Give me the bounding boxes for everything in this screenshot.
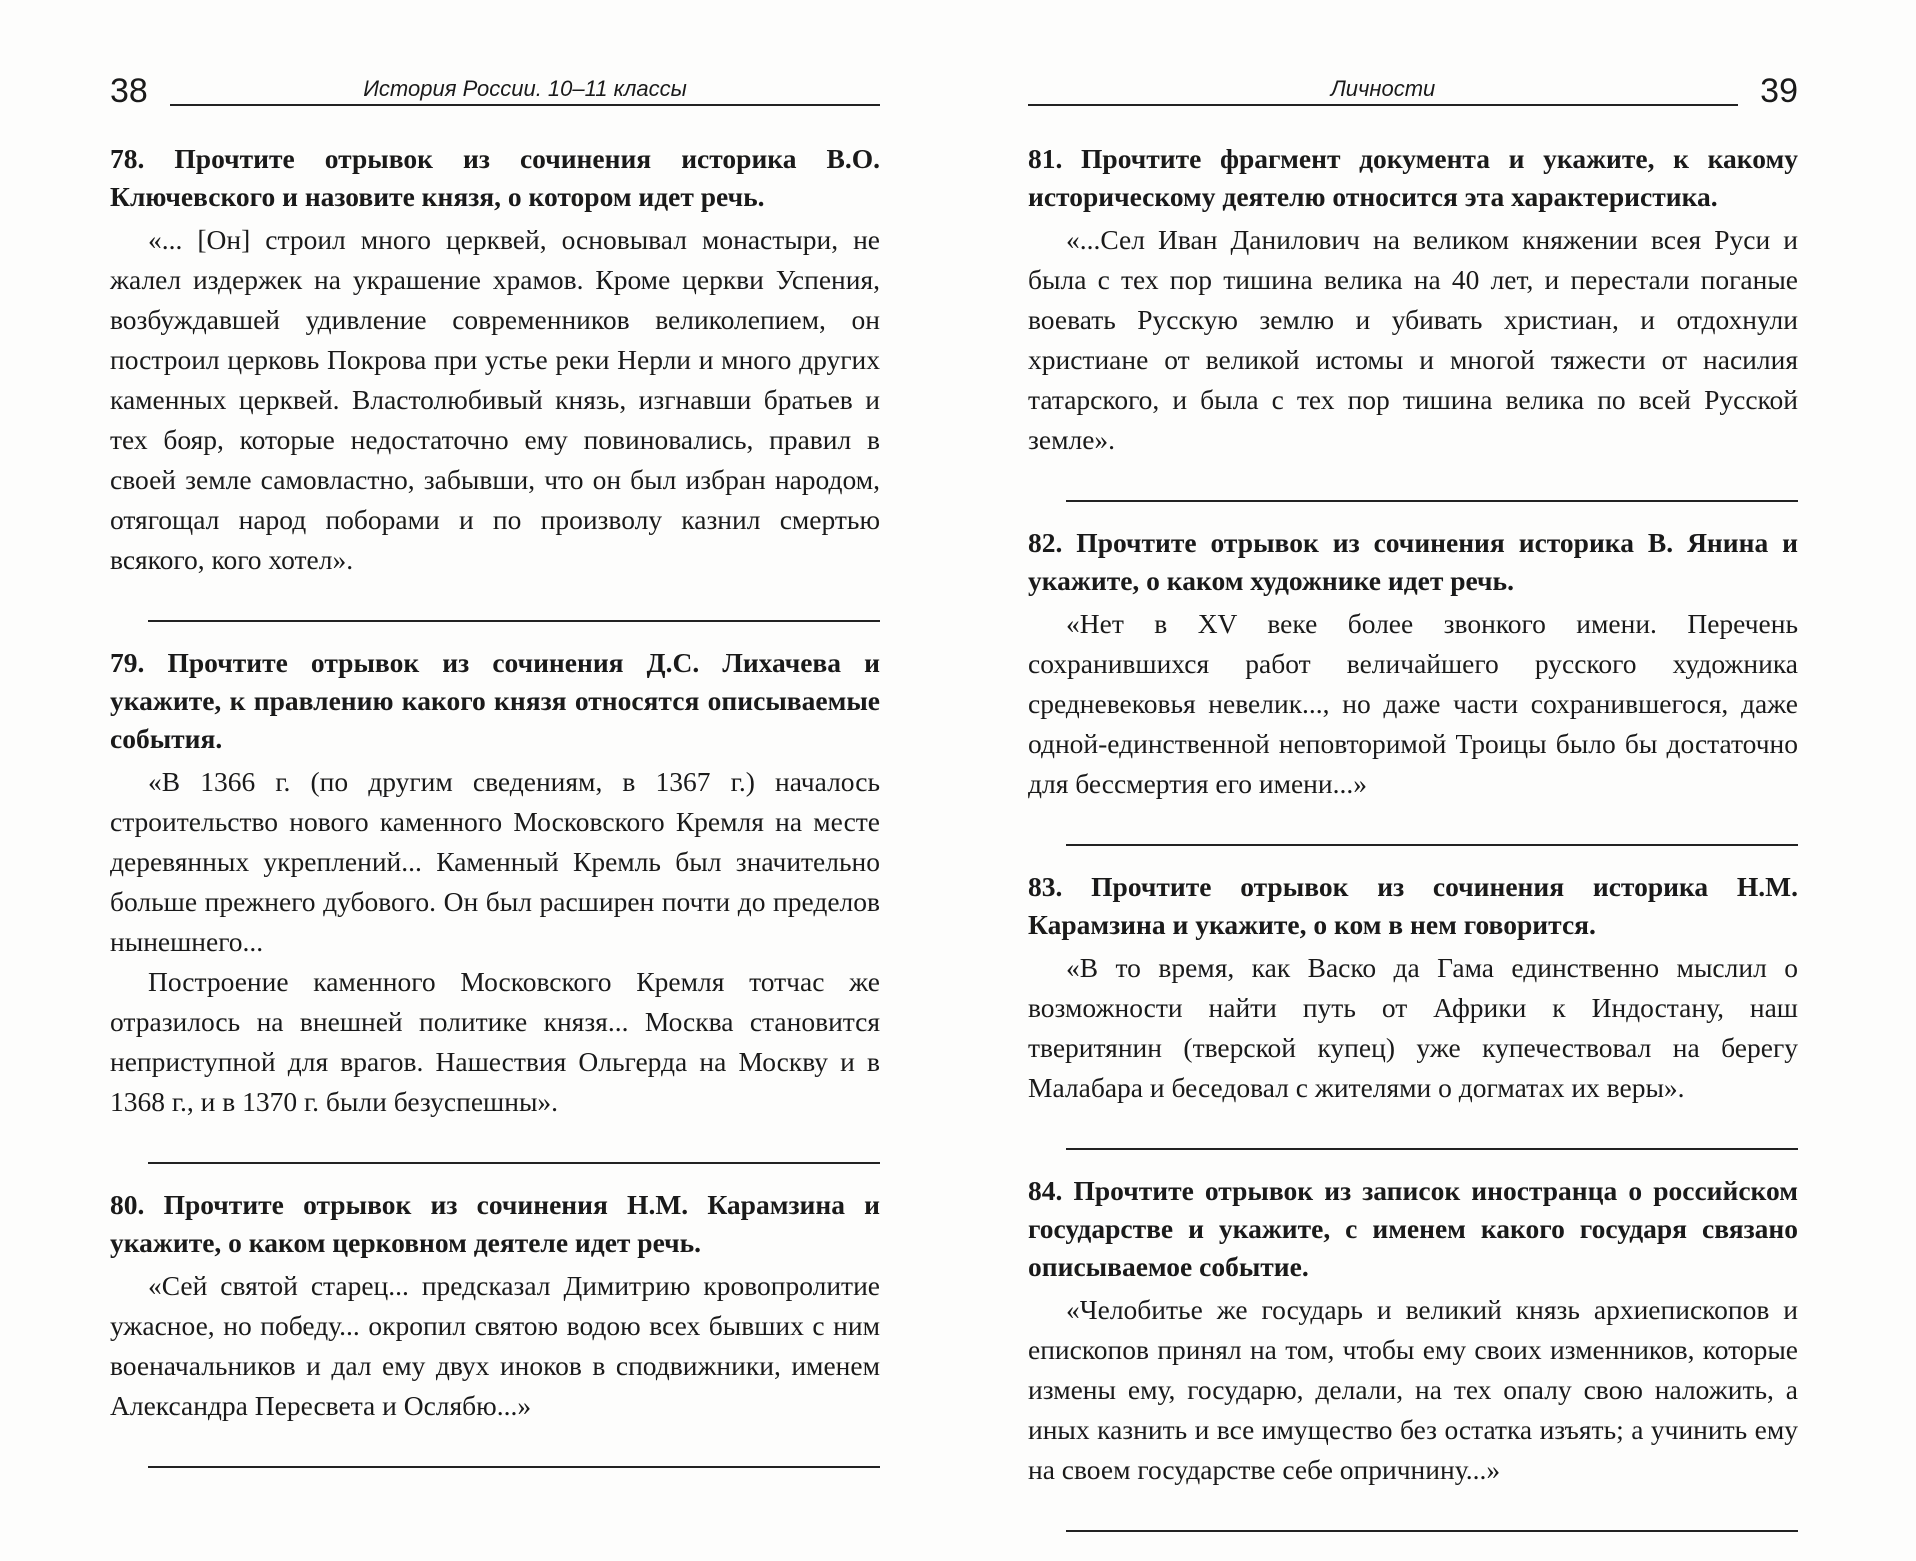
task-title: 82. Прочтите отрывок из сочинения историка В. Янина и укажите, о каком художнике идет речь. (1028, 527, 1798, 596)
task-84 (1028, 1172, 1798, 1532)
task-quote: «В 1366 г. (по другим сведениям, в 1367 г.) началось строительство нового каменного Московского Кремля на месте деревянных укреплений... Каменный Кремль был значительно больше прежнего дубового. Он был расширен почти до пределов нынешнего... (110, 766, 880, 957)
answer-line[interactable] (1066, 500, 1798, 502)
task-title: 79. Прочтите отрывок из сочинения Д.С. Лихачева и укажите, к правлению какого князя относятся описываемые события. (110, 647, 880, 754)
task-quote: «Челобитье же государь и великий князь архиепископов и епископов принял на том, чтобы ему своих изменников, которые измены ему, государю, делали, на тех опалу свою наложить, а иных казнить и все имущество без остатка изъять; а учинить ему на своем государстве себе опричнину...» (1028, 1294, 1798, 1485)
left-header-rule (170, 104, 880, 106)
answer-line[interactable] (148, 1162, 880, 1164)
task-title: 84. Прочтите отрывок из записок иностранца о российском государстве и укажите, с именем какого государя связано описываемое событие. (1028, 1175, 1798, 1282)
right-header-rule (1028, 104, 1738, 106)
task-title: 83. Прочтите отрывок из сочинения историка Н.М. Карамзина и укажите, о ком в нем говорится. (1028, 871, 1798, 940)
task-79 (110, 644, 880, 1164)
task-quote: «В то время, как Васко да Гама единственно мыслил о возможности найти путь от Африки к Индостану, наш тверитянин (тверской купец) уже купечествовал на берегу Малабара и беседовал с жителями о догматах их веры». (1028, 952, 1798, 1103)
task-83 (1028, 868, 1798, 1150)
answer-line[interactable] (148, 1466, 880, 1468)
left-running-header (110, 72, 880, 112)
task-82 (1028, 524, 1798, 846)
right-content (1028, 140, 1798, 1554)
task-quote: «...Сел Иван Данилович на великом княжении всея Руси и была с тех пор тишина велика на 40 лет, и перестали поганые воевать Русскую землю и убивать христиан, и отдохнули христиане от великой истомы и многой тяжести от насилия татарского, и была с тех пор тишина велика по всей Русской земле». (1028, 224, 1798, 455)
right-page (958, 0, 1916, 1561)
left-running-title: История России. 10–11 классы (363, 76, 687, 101)
answer-line[interactable] (1066, 844, 1798, 846)
task-title: 81. Прочтите фрагмент документа и укажите, к какому историческому деятелю относится эта характеристика. (1028, 143, 1798, 212)
left-page-number: 38 (110, 72, 148, 110)
right-running-title: Личности (1330, 76, 1436, 101)
task-title: 80. Прочтите отрывок из сочинения Н.М. Карамзина и укажите, о каком церковном деятеле идет речь. (110, 1189, 880, 1258)
task-quote: «Нет в XV веке более звонкого имени. Перечень сохранившихся работ величайшего русского художника средневековья невелик..., но даже части сохранившегося, даже одной-единственной неповторимой Троицы было бы достаточно для бессмертия его имени...» (1028, 608, 1798, 799)
task-80 (110, 1186, 880, 1468)
answer-line[interactable] (1066, 1148, 1798, 1150)
task-81 (1028, 140, 1798, 502)
answer-line[interactable] (148, 620, 880, 622)
task-78 (110, 140, 880, 622)
task-quote: «... [Он] строил много церквей, основывал монастыри, не жалел издержек на украшение храмов. Кроме церкви Успения, возбуждавшей удивление современников великолепием, он построил церковь Покрова при устье реки Нерли и много других каменных церквей. Властолюбивый князь, изгнавши братьев и тех бояр, которые недостаточно ему повиновались, правил в своей земле самовластно, забывши, что он был избран народом, отягощал народ поборами и по произволу казнил смертью всякого, кого хотел». (110, 224, 880, 575)
right-page-number: 39 (1760, 72, 1798, 110)
left-content (110, 140, 880, 1490)
task-quote: «Сей святой старец... предсказал Димитрию кровопролитие ужасное, но победу... окропил святою водою всех бывших с ним военачальников и дал ему двух иноков в сподвижники, именем Александра Пересвета и Ослябю...» (110, 1270, 880, 1421)
task-title: 78. Прочтите отрывок из сочинения историка В.О. Ключевского и назовите князя, о котором идет речь. (110, 143, 880, 212)
right-running-header (1028, 72, 1798, 112)
task-quote: Построение каменного Московского Кремля тотчас же отразилось на внешней политике князя... Москва становится неприступной для врагов. Нашествия Ольгерда на Москву и в 1368 г., и в 1370 г. были безуспешны». (110, 966, 880, 1117)
answer-line[interactable] (1066, 1530, 1798, 1532)
